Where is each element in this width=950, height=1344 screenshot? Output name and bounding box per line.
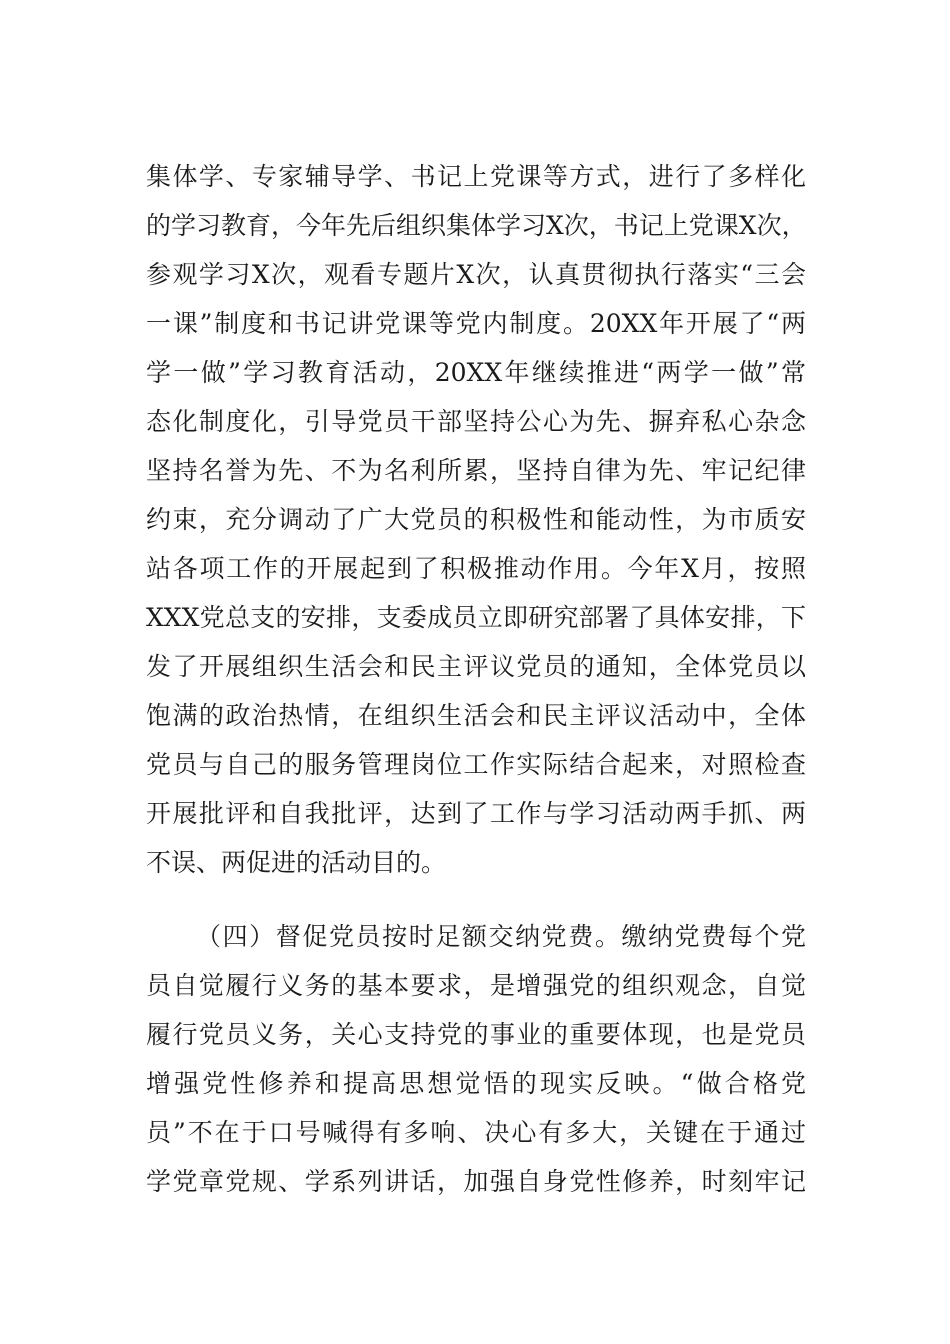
text-line: 一课”制度和书记讲党课等党内制度。20XX年开展了“两 <box>146 309 806 338</box>
text-line: 学一做”学习教育活动，20XX年继续推进“两学一做”常 <box>146 358 806 387</box>
text-line: 员”不在于口号喊得有多响、决心有多大，关键在于通过 <box>146 1118 806 1147</box>
text-line: 的学习教育，今年先后组织集体学习X次，书记上党课X次， <box>146 211 807 240</box>
text-line: 开展批评和自我批评，达到了工作与学习活动两手抓、两 <box>146 799 806 828</box>
text-line: 态化制度化，引导党员干部坚持公心为先、摒弃私心杂念 <box>146 407 806 436</box>
text-line: 发了开展组织生活会和民主评议党员的通知，全体党员以 <box>146 652 806 681</box>
paragraph-party-dues <box>146 912 806 1206</box>
text-line: 履行党员义务，关心支持党的事业的重要体现，也是党员 <box>146 1020 806 1049</box>
text-line: 集体学、专家辅导学、书记上党课等方式，进行了多样化 <box>146 162 806 191</box>
text-line: 参观学习X次，观看专题片X次，认真贯彻执行落实“三会 <box>146 260 806 289</box>
text-line: 约束，充分调动了广大党员的积极性和能动性，为市质安 <box>146 505 806 534</box>
text-line: XXX党总支的安排，支委成员立即研究部署了具体安排，下 <box>146 603 806 632</box>
text-line: 学党章党规、学系列讲话，加强自身党性修养，时刻牢记 <box>146 1167 806 1196</box>
text-line: 党员与自己的服务管理岗位工作实际结合起来，对照检查 <box>146 750 806 779</box>
text-line: 饱满的政治热情，在组织生活会和民主评议活动中，全体 <box>146 701 806 730</box>
text-line: 坚持名誉为先、不为名利所累，坚持自律为先、牢记纪律 <box>146 456 806 485</box>
text-line: 不误、两促进的活动目的。 <box>146 848 447 877</box>
text-line: 站各项工作的开展起到了积极推动作用。今年X月，按照 <box>146 554 806 583</box>
text-line: （四）督促党员按时足额交纳党费。缴纳党费每个党 <box>196 922 806 951</box>
text-line: 员自觉履行义务的基本要求，是增强党的组织观念，自觉 <box>146 971 806 1000</box>
text-line: 增强党性修养和提高思想觉悟的现实反映。“做合格党 <box>146 1069 806 1098</box>
paragraph-study-education <box>146 152 806 887</box>
